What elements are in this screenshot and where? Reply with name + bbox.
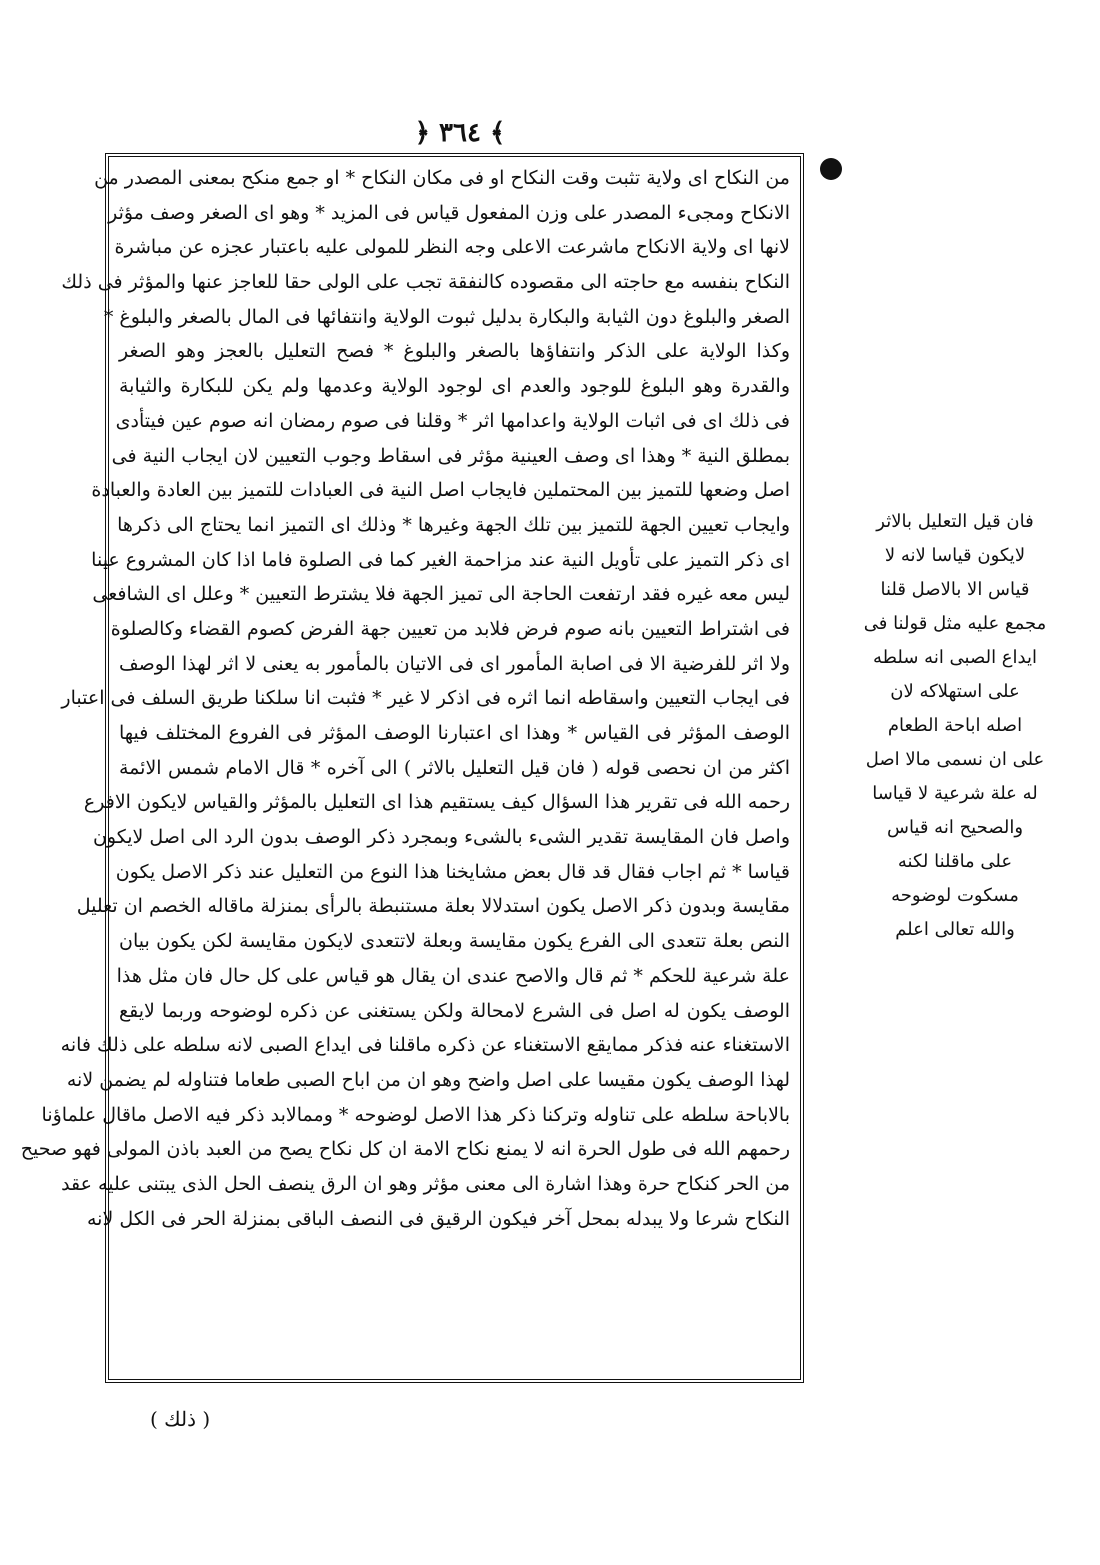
text-line: واصل فان المقايسة تقدير الشىء بالشىء وبمجرد ذكر الوصف بدون الرد الى اصل لايكون [92,826,790,849]
text-line: من النكاح اى ولاية تثبت وقت النكاح او فى مكان النكاح * او جمع منكح بمعنى المصدر من [94,167,790,189]
catchword: ( ذلك ) [150,1407,211,1431]
text-line: الوصف يكون له اصل فى الشرع لامحالة ولكن يستغنى عن ذكره لوضوحه وربما لايقع [119,999,790,1022]
text-line: فى اشتراط التعيين بانه صوم فرض فلابد من تعيين جهة الفرض كصوم القضاء وكالصلوة [110,617,790,640]
margin-note-line: والصحيح انه قياس [886,817,1024,838]
text-line: الاستغناء عنه فذكر ممايقع الاستغناء عن ذكره ماقلنا فى ايداع الصبى لانه سلطه على ذلك فانه [60,1034,790,1057]
text-line: الانكاح ومجىء المصدر على وزن المفعول قياس فى المزيد * وهو اى الصغر وصف مؤثر [108,201,790,224]
text-line: ليس معه غيره فقد ارتفعت الحاجة الى تميز الجهة فلا يشترط التعيين * وعلل اى الشافعى [92,583,790,606]
bullet-marker [820,158,842,180]
text-line: من الحر كنكاح حرة وهذا اشارة الى معنى مؤثر وهو ان الرق ينصف الحل الذى يبتنى عليه عقد [61,1172,790,1195]
text-line: والقدرة وهو البلوغ للوجود والعدم اى لوجود الولاية وعدمها ولم يكن للبكارة والثيابة [119,375,790,398]
margin-note-line: والله تعالى اعلم [895,919,1015,940]
text-line: الصغر والبلوغ دون الثيابة والبكارة بدليل ثبوت الولاية وانتفائها فى المال بالصغر والبلوغ * [103,305,790,328]
text-line: اى ذكر التميز على تأويل النية عند مزاحمة الغير كما فى الصلوة فاما اذا كان المشروع عينا [91,548,790,571]
margin-note-line: لايكون قياسا لانه لا [884,545,1026,566]
text-line: بمطلق النية * وهذا اى وصف العينية مؤثر فى اسقاط وجوب التعيين لان ايجاب النية فى [111,444,790,467]
text-line: النص بعلة تتعدى الى الفرع يكون مقايسة وبعلة لاتتعدى لايكون مقايسة لكن يكون بيان [119,930,790,953]
text-line: لهذا الوصف يكون مقيسا على اصل واضح وهو ان من اباح الصبى طعاما فتناوله لم يضمن لانه [66,1068,790,1091]
margin-note-line: فان قيل التعليل بالاثر [876,511,1034,532]
main-text-frame [20,153,804,1383]
text-line: اصل وضعها للتميز بين المحتملين فايجاب اصل النية فى العبادات للتميز بين العادة والعبادة [91,479,790,502]
text-line: النكاح شرعا ولا يبدله بمحل آخر فيكون الرقيق فى النصف الباقى بمنزلة الحر فى الكل لانه [86,1207,790,1230]
text-line: فى ذلك اى فى اثبات الولاية واعدامها اثر * وقلنا فى صوم رمضان انه صوم عين فيتأدى [115,409,790,432]
text-line: مقايسة وبدون ذكر الاصل يكون استدلالا بعلة مستنبطة بالرأى بمنزلة ماقاله الخصم ان تعليل [76,895,790,918]
text-line: اكثر من ان نحصى قوله ( فان قيل التعليل بالاثر ) الى آخره * قال الامام شمس الائمة [119,756,790,779]
margin-note-line: له علة شرعية لا قياسا [872,783,1038,804]
margin-note-line: اصله اباحة الطعام [887,715,1023,736]
margin-note-line: مسكوت لوضوحه [891,885,1019,906]
text-line: لانها اى ولاية الانكاح ماشرعت الاعلى وجه النظر للمولى عليه باعتبار عجزه عن مباشرة [114,236,790,259]
text-line: ولا اثر للفرضية الا فى اصابة المأمور اى فى الاتيان بالمأمور به يعنى لا اثر لهذا الوصف [119,652,790,675]
text-line: قياسا * ثم اجاب فقال قد قال بعض مشايخنا هذا النوع من التعليل عند ذكر الاصل يكون [115,860,790,883]
text-line: رحمه الله فى تقرير هذا السؤال كيف يستقيم هذا اى التعليل بالمؤثر والقياس لايكون الافرع [83,791,790,814]
margin-note-line: على ان نسمى مالا اصل [865,749,1045,770]
text-line: وايجاب تعيين الجهة للتميز بين تلك الجهة وغيرها * وذلك اى التميز انما يحتاج الى ذكرها [117,513,790,536]
margin-note-line: ايداع الصبى انه سلطه [872,647,1037,668]
text-line: وكذا الولاية على الذكر وانتفاؤها بالصغر والبلوغ * فصح التعليل بالعجز وهو الصغر [119,340,790,363]
text-line: علة شرعية للحكم * ثم قال والاصح عندى ان يقال هو قياس على كل حال فان مثل هذا [116,964,790,987]
text-line: الوصف المؤثر فى القياس * وهذا اى اعتبارنا الوصف المؤثر فى الفروع المختلف فيها [119,722,790,744]
text-line: فى ايجاب التعيين واسقاطه انما اثره فى اذكر لا غير * فثبت انا سلكنا طريق السلف فى اعتبار [61,687,790,710]
margin-note-line: قياس الا بالاصل قلنا [880,579,1030,600]
text-line: النكاح بنفسه مع حاجته الى مقصوده كالنفقة تجب على الولى حقا للعاجز عنها والمؤثر فى ذلك [61,271,790,294]
margin-note-line: على استهلاكه لان [890,681,1020,702]
margin-note-line: على ماقلنا لكنه [897,851,1013,872]
text-line: رحمهم الله فى طول الحرة انه لا يمنع نكاح الامة ان كل نكاح يصح من العبد باذن المولى فهو صحيح [20,1138,790,1161]
page-number: ﴿ ٣٦٤ ﴾ [414,118,506,148]
margin-note [812,505,1098,947]
text-line: بالاباحة سلطه على تناوله وتركنا ذكر هذا الاصل لوضوحه * وممالابد ذكر فيه الاصل ماقال علماؤنا [41,1103,790,1126]
margin-note-line: مجمع عليه مثل قولنا فى [863,613,1047,634]
